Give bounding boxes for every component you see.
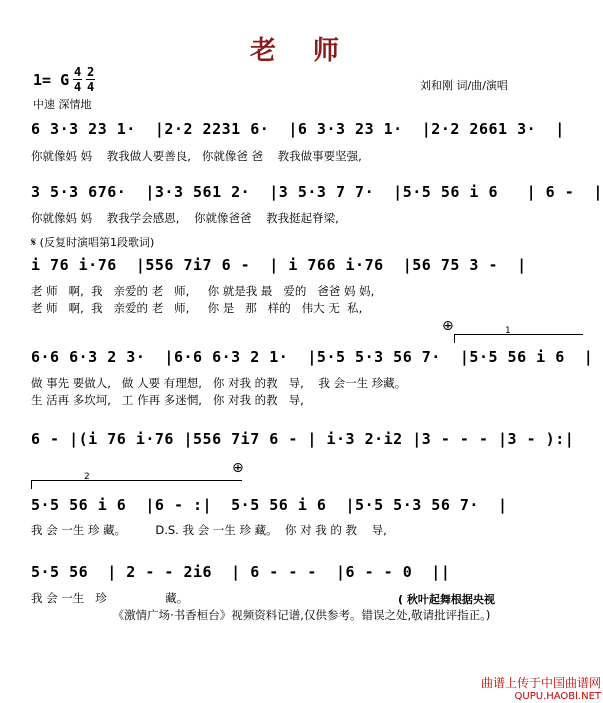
song-title: 老 师	[249, 36, 354, 66]
segno-icon: 𝄋	[31, 235, 37, 249]
lyric-line-7: 我 会 一生 珍 藏。	[31, 591, 189, 605]
notation-line-5: 6 - |(i 76 i·76 |556 7i7 6 - | i·3 2·i2 |3 - - - |3 - ):|	[31, 430, 575, 448]
source-footnote: 《激情广场·书香桓台》视频资料记谱,仅供参考。错误之处,敬请批评指正。)	[112, 608, 491, 622]
time-signature-1: 4 4	[74, 65, 82, 94]
time-signature-2: 2 4	[87, 65, 95, 94]
credit-line: 刘和刚 词/曲/演唱	[420, 79, 508, 92]
performer-note: ( 秋叶起舞根据央视	[398, 593, 495, 606]
notation-line-3: i 76 i·76 |556 7i7 6 - | i 766 i·76 |56 75 3 - |	[31, 256, 527, 274]
coda-icon: ⊕	[442, 318, 454, 334]
lyric-line-6: 我 会 一生 珍 藏。 D.S. 我 会 一生 珍 藏。 你 对 我 的 教 导,	[31, 523, 387, 537]
notation-line-2: 3 5·3 676· |3·3 561 2· |3 5·3 7 7· |5·5 56 i 6 | 6 - |	[31, 183, 603, 201]
segno-note: 𝄋 (反复时演唱第1段歌词)	[31, 235, 155, 249]
notation-line-4: 6·6 6·3 2 3· |6·6 6·3 2 1· |5·5 5·3 56 7· |5·5 56 i 6 |	[31, 348, 594, 366]
ending-bracket-2: 2	[31, 480, 242, 489]
tempo-marking: 中速 深情地	[33, 98, 92, 111]
lyric-line-4a: 做 事先 要做人, 做 人要 有理想, 你 对我 的教 导, 我 会一生 珍藏。	[31, 376, 407, 390]
lyric-line-3a: 老 师 啊, 我 亲爱的 老 师, 你 就是我 最 爱的 爸爸 妈 妈,	[31, 284, 375, 298]
lyric-line-2: 你就像妈 妈 教我学会感恩, 你就像爸爸 教我挺起脊梁,	[31, 211, 339, 225]
ending-bracket-1: 1	[454, 334, 583, 343]
key-signature	[33, 66, 95, 93]
notation-line-6: 5·5 56 i 6 |6 - :| 5·5 56 i 6 |5·5 5·3 56 7· |	[31, 496, 508, 514]
lyric-line-4b: 生 活再 多坎坷, 工 作再 多迷惘, 你 对我 的教 导,	[31, 393, 304, 407]
coda-icon-2: ⊕	[232, 460, 244, 476]
notation-line-7: 5·5 56 | 2 - - 2i6 | 6 - - - |6 - - 0 ||	[31, 563, 451, 581]
key-label: 1= G	[33, 70, 70, 89]
notation-line-1: 6 3·3 23 1· |2·2 2231 6· |6 3·3 23 1· |2·2 2661 3· |	[31, 120, 565, 138]
site-watermark: 曲谱上传于中国曲谱网 QUPU.HAOBl.NET	[480, 676, 601, 702]
lyric-line-3b: 老 师 啊, 我 亲爱的 老 师, 你 是 那 样的 伟大 无 私,	[31, 301, 363, 315]
lyric-line-1: 你就像妈 妈 教我做人要善良, 你就像爸 爸 教我做事要坚强,	[31, 149, 362, 163]
